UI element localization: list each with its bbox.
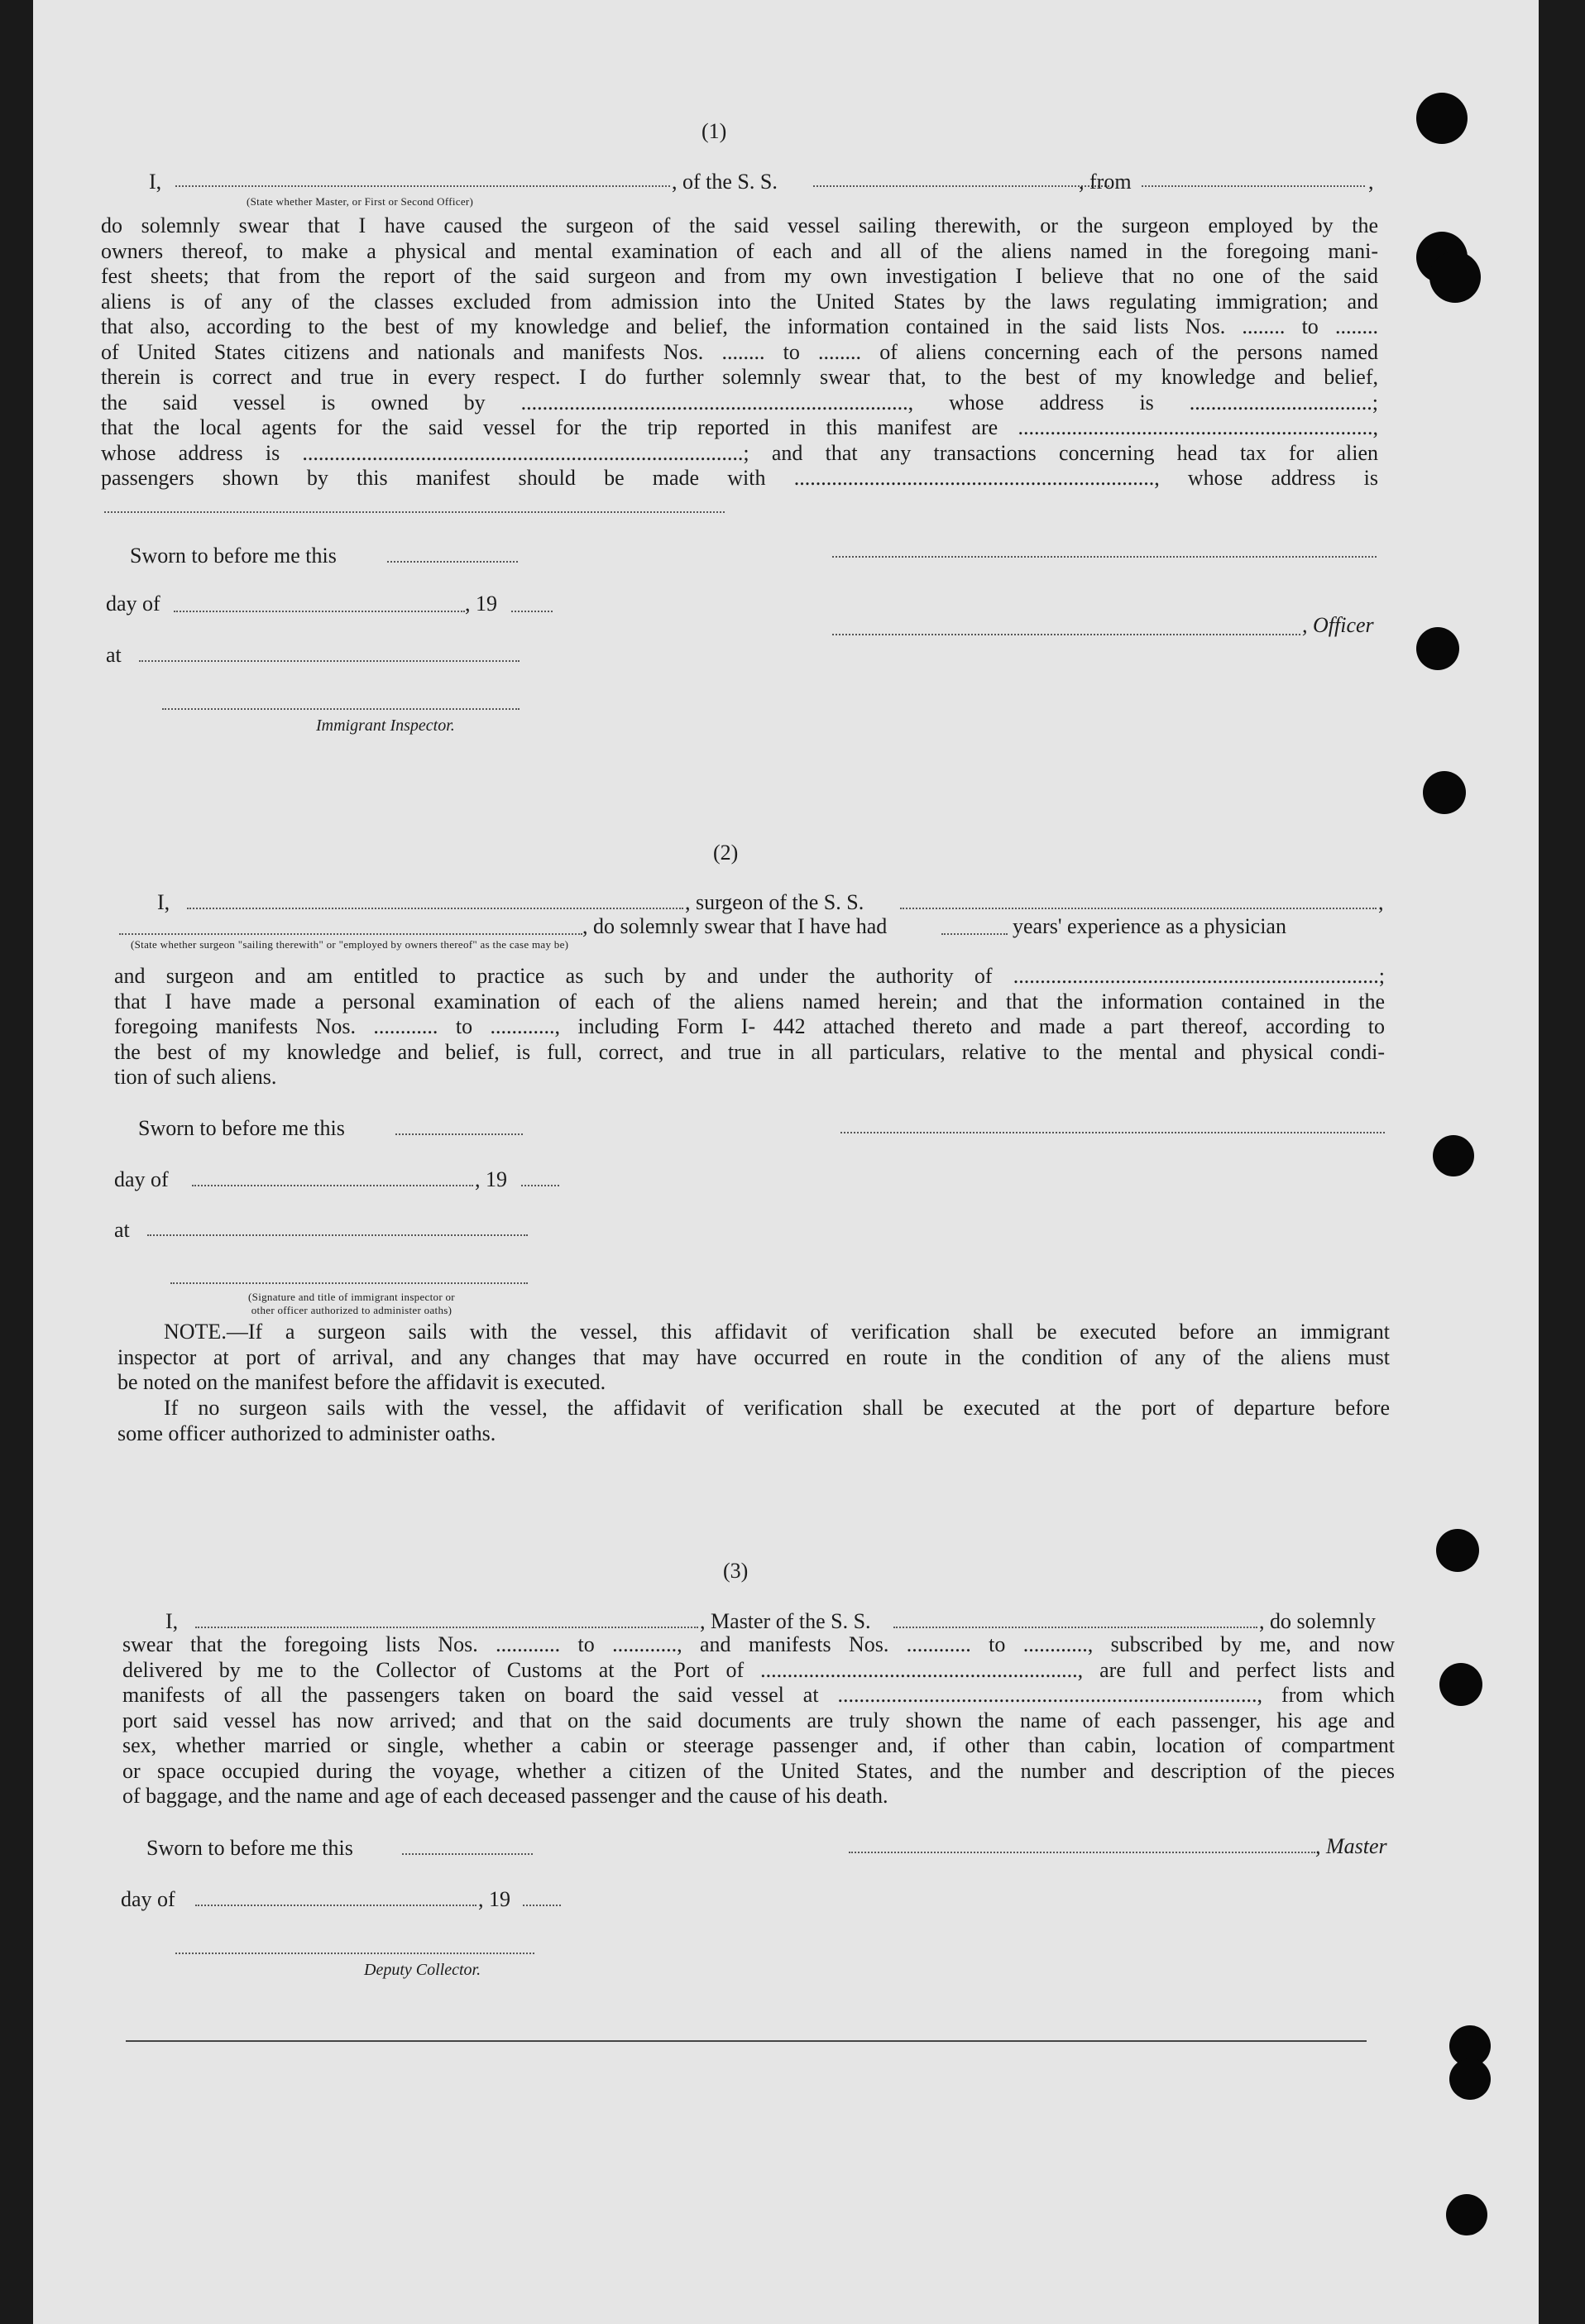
- s2-surgeon-name-field[interactable]: [187, 908, 683, 909]
- s2-line: tion of such aliens.: [114, 1065, 277, 1089]
- s2-line: and surgeon and am entitled to practice as such by and under the authority of ....................................................................;: [114, 964, 1385, 988]
- s3-day-of-label: day of: [121, 1887, 175, 1911]
- note-line: If no surgeon sails with the vessel, the affidavit of verification shall be executed at the port of departure before: [164, 1396, 1390, 1420]
- punch-hole: [1429, 252, 1481, 303]
- s3-day-field[interactable]: [195, 1905, 476, 1906]
- s1-comma: ,: [1368, 170, 1374, 194]
- s1-sworn-label: Sworn to before me this: [130, 544, 337, 568]
- s3-line: of baggage, and the name and age of each deceased passenger and the cause of his death.: [122, 1784, 888, 1808]
- punch-hole: [1423, 771, 1466, 814]
- s3-line: sex, whether married or single, whether a cabin or steerage passenger and, if other than cabin, location of compartment: [122, 1733, 1395, 1757]
- s3-do-solemnly-label: , do solemnly: [1259, 1609, 1376, 1633]
- s1-inspector-signature-field[interactable]: [162, 708, 520, 710]
- s3-line: swear that the foregoing lists Nos. ............ to ............, and manifests Nos. ............ to ............, subscribed by me, and now: [122, 1632, 1395, 1656]
- s1-line: owners thereof, to make a physical and mental examination of each and all of the aliens named in the foregoing mani-: [101, 238, 1378, 263]
- s2-year-field[interactable]: [521, 1185, 559, 1186]
- form-page: [33, 0, 1539, 2324]
- s3-line: or space occupied during the voyage, whether a citizen of the United States, and the number and description of the pieces: [122, 1758, 1395, 1783]
- s2-at-field[interactable]: [147, 1234, 528, 1236]
- s1-rank-caption: (State whether Master, or First or Second Officer): [247, 195, 474, 208]
- s3-collector-signature-field[interactable]: [175, 1953, 534, 1954]
- s3-oath-paragraph: [122, 1632, 1395, 1809]
- s2-surgeon-of-label: , surgeon of the S. S.: [685, 890, 864, 914]
- s1-vessel-name-field[interactable]: [813, 185, 1109, 187]
- s2-sig-caption-line: (Signature and title of immigrant inspector or: [248, 1291, 455, 1303]
- s3-i-label: I,: [165, 1609, 179, 1633]
- punch-hole: [1439, 1663, 1482, 1706]
- s1-line: that the local agents for the said vessel for the trip reported in this manifest are ..................................................................,: [101, 415, 1378, 439]
- s3-master-name-field[interactable]: [195, 1627, 698, 1628]
- s2-swear-label: , do solemnly swear that I have had: [582, 914, 888, 938]
- s2-surgeon-type-field[interactable]: [119, 933, 582, 935]
- s2-day-of-label: day of: [114, 1167, 169, 1191]
- s3-sworn-label: Sworn to before me this: [146, 1836, 353, 1860]
- s1-at-label: at: [106, 643, 122, 667]
- s1-line: do solemnly swear that I have caused the surgeon of the said vessel sailing therewith, or the surgeon employed by the: [101, 213, 1378, 237]
- s2-note-paragraph: [117, 1320, 1390, 1396]
- s2-years-field[interactable]: [941, 933, 1008, 935]
- s2-line: that I have made a personal examination of each of the aliens named herein; and that the information contained in the: [114, 989, 1385, 1013]
- s1-from-label: , from: [1079, 170, 1132, 194]
- punch-hole: [1446, 2194, 1487, 2235]
- punch-hole: [1436, 1529, 1479, 1572]
- s1-address-field[interactable]: [104, 511, 725, 513]
- bottom-rule: [126, 2040, 1367, 2042]
- s1-inspector-label: Immigrant Inspector.: [316, 716, 455, 735]
- s1-oath-paragraph: [101, 213, 1378, 491]
- s1-line: fest sheets; that from the report of the said surgeon and from my own investigation I believe that no one of the said: [101, 264, 1378, 288]
- s2-at-label: at: [114, 1218, 130, 1242]
- s1-line: passengers shown by this manifest should be made with ..................................................................., whose address is: [101, 466, 1378, 490]
- s1-day-of-label: day of: [106, 592, 160, 616]
- s2-i-label: I,: [157, 890, 170, 914]
- section-1-number: (1): [702, 119, 727, 143]
- s2-sig-caption: [182, 1291, 521, 1317]
- s2-sworn-label: Sworn to before me this: [138, 1116, 345, 1140]
- s1-day-field[interactable]: [174, 611, 465, 612]
- note-line: be noted on the manifest before the affidavit is executed.: [117, 1370, 606, 1394]
- s2-day-field[interactable]: [192, 1185, 473, 1186]
- s2-signature-field[interactable]: [840, 1132, 1385, 1133]
- s2-inspector-signature-field[interactable]: [170, 1282, 528, 1284]
- s2-comma: ,: [1378, 890, 1384, 914]
- s1-i-label: I,: [149, 170, 162, 194]
- s2-type-caption: (State whether surgeon "sailing therewith" or "employed by owners thereof" as the case may be): [131, 938, 569, 951]
- s3-year-label: , 19: [478, 1887, 510, 1911]
- s3-line: manifests of all the passengers taken on board the said vessel at .............................................................................., from which: [122, 1683, 1395, 1707]
- s3-line: delivered by me to the Collector of Customs at the Port of ..........................................................., are full and perfect lists and: [122, 1657, 1395, 1682]
- s1-year-label: , 19: [465, 592, 497, 616]
- s1-of-ss-label: , of the S. S.: [672, 170, 778, 194]
- punch-hole: [1416, 93, 1468, 144]
- s1-line: whose address is ..................................................................................; and that any transactions concerning head tax for alien: [101, 440, 1378, 465]
- s2-sig-caption-line: other officer authorized to administer oaths): [251, 1304, 453, 1316]
- note-line: some officer authorized to administer oaths.: [117, 1421, 496, 1445]
- s1-sworn-field[interactable]: [387, 561, 518, 563]
- s2-years-label: years' experience as a physician: [1013, 914, 1286, 938]
- s3-sworn-field[interactable]: [402, 1853, 533, 1855]
- s3-master-signature-field[interactable]: [849, 1852, 1315, 1853]
- s1-line: the said vessel is owned by ........................................................................, whose address is ..................................;: [101, 390, 1378, 414]
- s3-master-of-label: , Master of the S. S.: [700, 1609, 871, 1633]
- s2-line: the best of my knowledge and belief, is full, correct, and true in all particulars, relative to the mental and physical condi-: [114, 1039, 1385, 1064]
- s3-vessel-name-field[interactable]: [893, 1627, 1257, 1628]
- punch-hole: [1449, 2058, 1491, 2100]
- s1-signature-field[interactable]: [832, 556, 1377, 558]
- s1-line: of United States citizens and nationals and manifests Nos. ........ to ........ of aliens concerning each of the persons named: [101, 339, 1378, 364]
- punch-hole: [1416, 627, 1459, 670]
- s3-line: port said vessel has now arrived; and that on the said documents are truly shown the name of each passenger, his age and: [122, 1708, 1395, 1732]
- s2-year-label: , 19: [475, 1167, 507, 1191]
- punch-hole: [1433, 1135, 1474, 1176]
- s3-collector-label: Deputy Collector.: [364, 1961, 481, 1979]
- s1-at-field[interactable]: [139, 660, 520, 662]
- s1-line: that also, according to the best of my knowledge and belief, the information contained in the said lists Nos. ........ to ........: [101, 314, 1378, 338]
- s3-year-field[interactable]: [523, 1905, 561, 1906]
- section-3-number: (3): [723, 1559, 749, 1583]
- note-line: NOTE.—If a surgeon sails with the vessel, this affidavit of verification shall be executed before an immigrant: [164, 1320, 1390, 1344]
- s1-year-field[interactable]: [511, 611, 553, 612]
- s1-officer-label: , Officer: [1302, 613, 1374, 637]
- s1-line: therein is correct and true in every respect. I do further solemnly swear that, to the best of my knowledge and belief,: [101, 365, 1378, 389]
- s1-from-port-field[interactable]: [1142, 185, 1365, 187]
- s2-line: foregoing manifests Nos. ............ to ............, including Form I- 442 attached thereto and made a part thereof, according to: [114, 1014, 1385, 1038]
- s1-line: aliens is of any of the classes excluded from admission into the United States by the laws regulating immigration; and: [101, 289, 1378, 314]
- right-margin: [1539, 0, 1585, 2324]
- s2-vessel-name-field[interactable]: [900, 908, 1377, 909]
- section-2-number: (2): [713, 841, 739, 865]
- s2-oath-paragraph: [114, 964, 1385, 1090]
- s2-note2-paragraph: [117, 1396, 1390, 1446]
- s1-officer-rank-field[interactable]: [175, 185, 670, 187]
- note-line: inspector at port of arrival, and any changes that may have occurred en route in the condition of any of the aliens must: [117, 1344, 1390, 1369]
- s1-officer-field[interactable]: [832, 634, 1300, 635]
- s3-master-label: , Master: [1315, 1834, 1387, 1858]
- s2-sworn-field[interactable]: [395, 1133, 523, 1135]
